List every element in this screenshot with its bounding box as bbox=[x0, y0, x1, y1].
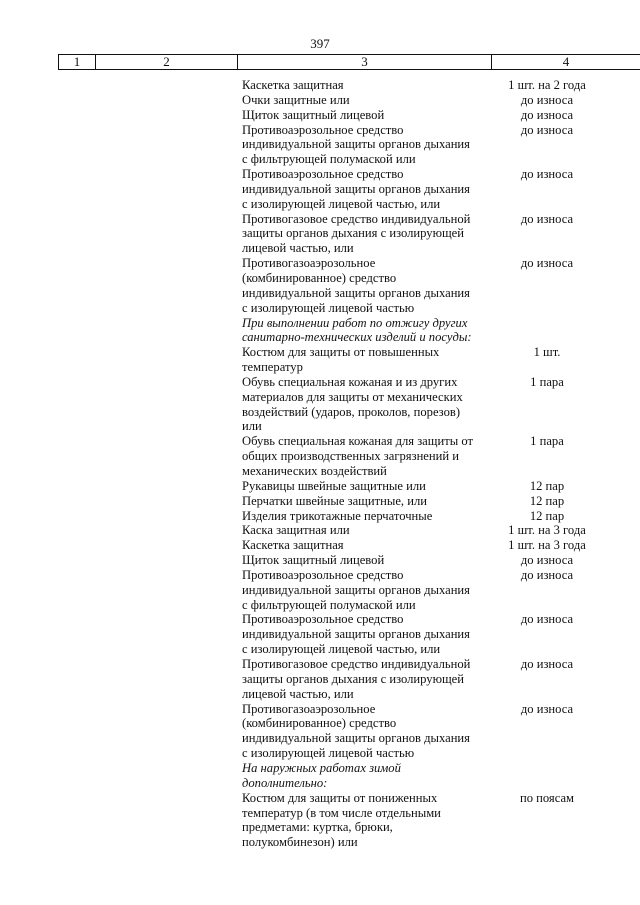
item-name: Противоаэрозольное средство индивидуальной защиты органов дыхания с изолирующей лицевой частью, или bbox=[242, 167, 470, 211]
item-norm: до износа bbox=[520, 107, 574, 122]
item-norm: 12 пар bbox=[529, 493, 565, 508]
item-norm: по поясам bbox=[519, 790, 575, 805]
item-name: Костюм для защиты от повышенных температур bbox=[242, 345, 440, 375]
item-name: Противогазовое средство индивидуальной защиты органов дыхания с изолирующей лицевой частью, или bbox=[242, 211, 471, 256]
header-col-3: 3 bbox=[237, 55, 491, 69]
item-norm: 1 шт. на 2 года bbox=[508, 78, 586, 92]
item-norm: 1 шт. bbox=[533, 345, 561, 360]
item-norm: до износа bbox=[520, 256, 574, 271]
header-col-2: 2 bbox=[95, 55, 237, 69]
item-name: Очки защитные или bbox=[242, 92, 350, 107]
table-row bbox=[0, 93, 640, 108]
item-name: Каска защитная или bbox=[242, 523, 350, 538]
table-row bbox=[0, 702, 640, 761]
item-name: Рукавицы швейные защитные или bbox=[242, 478, 426, 493]
item-norm: до износа bbox=[520, 122, 574, 137]
table-row bbox=[0, 791, 640, 850]
item-name: Обувь специальная кожаная и из других материалов для защиты от механических воздействий (ударов, проколов, порезов) или bbox=[242, 374, 463, 434]
table-row bbox=[0, 523, 640, 538]
table-row bbox=[0, 479, 640, 494]
table-row bbox=[0, 123, 640, 168]
item-name: Каскетка защитная bbox=[242, 78, 344, 92]
item-norm: до износа bbox=[520, 167, 574, 182]
item-name: Противогазовое средство индивидуальной защиты органов дыхания с изолирующей лицевой частью, или bbox=[242, 657, 471, 701]
table-row bbox=[0, 568, 640, 613]
item-norm: 12 пар bbox=[529, 508, 565, 523]
item-norm: 1 пара bbox=[530, 434, 564, 449]
item-name: Противогазоаэрозольное (комбинированное) средство индивидуальной защиты органов дыхания с изолирующей лицевой частью bbox=[242, 701, 470, 761]
item-name: Перчатки швейные защитные, или bbox=[242, 493, 427, 508]
header-col-4: 4 bbox=[491, 55, 640, 69]
item-norm: до износа bbox=[520, 211, 574, 226]
table-row bbox=[0, 78, 640, 93]
item-name: Щиток защитный лицевой bbox=[242, 107, 385, 122]
item-norm: 1 шт. на 3 года bbox=[508, 538, 586, 553]
item-name: Противоаэрозольное средство индивидуальной защиты органов дыхания с изолирующей лицевой частью, или bbox=[242, 612, 470, 657]
table-row bbox=[0, 345, 640, 375]
item-norm: до износа bbox=[520, 612, 574, 627]
item-name: Щиток защитный лицевой bbox=[242, 553, 385, 568]
table-row bbox=[0, 108, 640, 123]
item-norm: до износа bbox=[520, 657, 574, 672]
table-header-row bbox=[58, 54, 640, 70]
item-name: Обувь специальная кожаная для защиты от общих производственных загрязнений и механических воздействий bbox=[242, 434, 473, 479]
page-number: 397 bbox=[310, 36, 330, 51]
section-heading: На наружных работах зимой дополнительно: bbox=[242, 760, 401, 790]
table-row bbox=[0, 212, 640, 257]
table-row bbox=[0, 553, 640, 568]
table-row bbox=[0, 434, 640, 479]
item-norm: до износа bbox=[520, 92, 574, 107]
item-name: Противоаэрозольное средство индивидуальной защиты органов дыхания с фильтрующей полумаской или bbox=[242, 122, 470, 167]
table-body bbox=[0, 78, 640, 850]
section-heading: При выполнении работ по отжигу других санитарно-технических изделий и посуды: bbox=[242, 315, 472, 345]
table-row bbox=[0, 761, 640, 791]
item-name: Каскетка защитная bbox=[242, 538, 344, 553]
table-row bbox=[0, 494, 640, 509]
table-row bbox=[0, 256, 640, 315]
table-row bbox=[0, 509, 640, 524]
item-norm: 12 пар bbox=[529, 478, 565, 493]
table-row bbox=[0, 375, 640, 434]
header-col-1: 1 bbox=[58, 55, 95, 69]
table-row bbox=[0, 316, 640, 346]
table-row bbox=[0, 538, 640, 553]
item-name: Костюм для защиты от пониженных температур (в том числе отдельными предметами: куртка, брюки, полукомбинезон) или bbox=[242, 790, 441, 850]
item-norm: 1 шт. на 3 года bbox=[508, 523, 586, 538]
item-name: Изделия трикотажные перчаточные bbox=[242, 508, 433, 523]
item-norm: до износа bbox=[520, 701, 574, 716]
item-norm: до износа bbox=[520, 567, 574, 582]
table-row bbox=[0, 167, 640, 212]
item-norm: до износа bbox=[520, 553, 574, 568]
table-row bbox=[0, 657, 640, 702]
item-name: Противоаэрозольное средство индивидуальной защиты органов дыхания с фильтрующей полумаской или bbox=[242, 567, 470, 612]
item-name: Противогазоаэрозольное (комбинированное) средство индивидуальной защиты органов дыхания с изолирующей лицевой частью bbox=[242, 256, 470, 315]
item-norm: 1 пара bbox=[530, 374, 564, 389]
table-row bbox=[0, 612, 640, 657]
